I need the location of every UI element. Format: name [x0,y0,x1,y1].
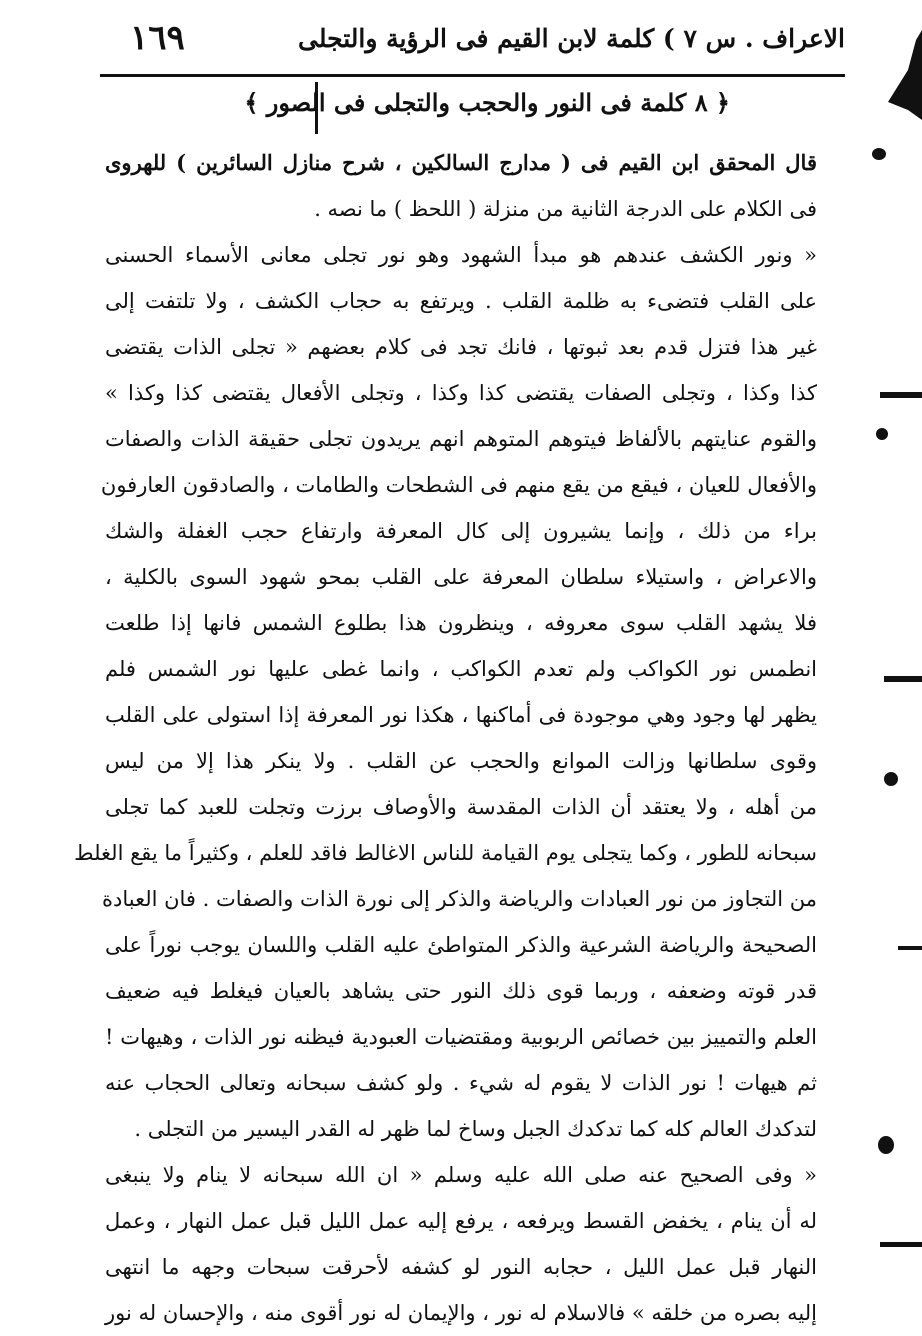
text-line: إليه بصره من خلقه » فالاسلام له نور ، والإيمان له نور أقوى منه ، والإحسان له نور [105,1301,817,1325]
text-line: العلم والتمييز بين خصائص الربوبية ومقتضيات العبودية فيظنه نور الذات ، وهيهات ! [105,1025,817,1049]
text-line: كذا وكذا ، وتجلى الصفات يقتضى كذا وكذا ، وتجلى الأفعال يقتضى كذا وكذا » [105,381,817,405]
scan-dash [880,392,922,398]
text-line: الصحيحة والرياضة الشرعية والذكر المتواطئ عليه القلب واللسان يوجب نوراً على [105,933,817,957]
scan-speck [876,428,888,440]
text-line: براء من ذلك ، وإنما يشيرون إلى كال المعرفة وارتفاع حجب الغفلة والشك [105,519,817,543]
section-heading: ﴿ ٨ كلمة فى النور والحجب والتجلى فى الصور ﴾ [244,88,730,117]
text-line: فى الكلام على الدرجة الثانية من منزلة ( اللحظ ) ما نصه . [314,197,817,221]
text-line: قال المحقق ابن القيم فى ( مدارج السالكين ، شرح منازل السائرين ) للهروى [105,150,817,175]
scan-dash [880,1242,922,1247]
text-line: « ونور الكشف عندهم هو مبدأ الشهود وهو نور تجلى معانى الأسماء الحسنى [105,243,817,267]
text-line: فلا يشهد القلب سوى معروفه ، وينظرون هذا بطلوع الشمس فانها إذا طلعت [105,611,817,635]
text-line: سبحانه للطور ، وكما يتجلى يوم القيامة للناس الاغالط فاقد للعلم ، وكثيراً ما يقع الغلط [74,841,817,865]
running-title: الاعراف . س ٧ ) كلمة لابن القيم فى الرؤية والتجلى [298,24,845,53]
body-text [74,140,817,1336]
text-line: والقوم عنايتهم بالألفاظ فيتوهم المتوهم انهم يريدون تجلى حقيقة الذات والصفات [105,427,817,451]
text-line: والأفعال للعيان ، فيقع من يقع منهم فى الشطحات والطامات ، والصادقون العارفون [100,473,817,497]
text-line: له أن ينام ، يخفض القسط ويرفعه ، يرفع إليه عمل الليل قبل عمل النهار ، وعمل [105,1209,817,1233]
page-number: ١٦٩ [130,18,185,58]
binding-mark-top [878,30,922,120]
text-line: انطمس نور الكواكب ولم تعدم الكواكب ، وانما غطى عليها نور الشمس فلم [105,657,817,681]
text-line: يظهر لها وجود وهي موجودة فى أماكنها ، هكذا نور المعرفة إذا استولى على القلب [105,703,817,727]
text-line: والاعراض ، واستيلاء سلطان المعرفة على القلب بمحو شهود السوى بالكلية ، [105,565,817,589]
text-line: من أهله ، ولا يعتقد أن الذات المقدسة والأوصاف برزت وتجلت للعبد كما تجلى [105,795,817,819]
text-line: ثم هيهات ! نور الذات لا يقوم له شيء . ولو كشف سبحانه وتعالى الحجاب عنه [105,1071,817,1095]
page-header [100,18,845,78]
text-line: غير هذا فتزل قدم بعد ثبوتها ، فانك تجد فى كلام بعضهم « تجلى الذات يقتضى [105,335,817,359]
scan-dash [898,946,922,950]
scan-speck [884,772,898,786]
text-line: « وفى الصحيح عنه صلى الله عليه وسلم « ان الله سبحانه لا ينام ولا ينبغى [105,1163,817,1187]
text-line: لتدكدك العالم كله كما تدكدك الجبل وساخ لما ظهر له القدر اليسير من التجلى . [134,1117,817,1141]
scan-dash [884,676,922,682]
text-line: من التجاوز من نور العبادات والرياضة والذكر إلى نورة الذات والصفات . فان العبادة [101,887,817,911]
text-line: وقوى سلطانها وزالت الموانع والحجب عن القلب . ولا ينكر هذا إلا من ليس [105,749,817,773]
scan-speck [878,1136,894,1154]
text-line: النهار قبل عمل الليل ، حجابه النور لو كشفه لأحرقت سبحات وجهه ما انتهى [105,1255,817,1279]
header-rule [100,74,845,77]
scan-speck [872,148,886,160]
text-line: قدر قوته وضعفه ، وربما قوى ذلك النور حتى يشاهد بالعيان فيغلط فيه ضعيف [105,979,817,1003]
text-line: على القلب فتضىء به ظلمة القلب . ويرتفع به حجاب الكشف ، ولا تلتفت إلى [105,289,817,313]
